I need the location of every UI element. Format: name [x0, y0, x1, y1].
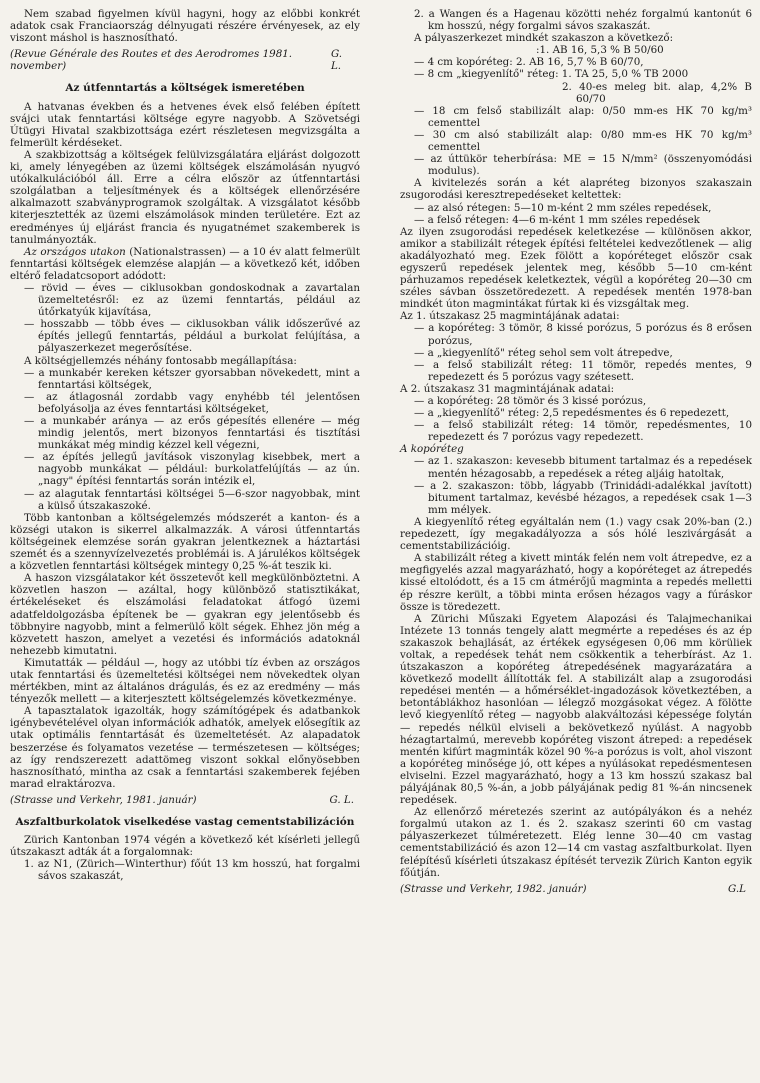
lead-phrase: Az országos utakon	[24, 245, 126, 258]
intro-source-text: (Revue Générale des Routes et des Aerodromes 1981. november)	[10, 48, 293, 73]
paragraph: A pályaszerkezet mindkét szakaszon a következő:	[414, 32, 674, 45]
article-signature: G. L.	[329, 793, 354, 806]
intro-source	[10, 48, 360, 72]
list-item: — a „kiegyenlítő" réteg: 2,5 repedésmentes és 6 repedezett,	[414, 407, 730, 420]
article-signature: G.L	[728, 882, 746, 895]
lead-phrase: A kopóréteg	[400, 443, 464, 456]
intro-paragraph: Nem szabad figyelmen kívül hagyni, hogy az előbbi konkrét adatok csak Franciaország délnyugati részére érvényesek, az ely viszont máshol is hasznosítható.	[10, 8, 360, 45]
list-item: — 18 cm felső stabilizált alap: 0/50 mm-es HK 70 kg/m³ cementtel	[414, 104, 752, 129]
list-item: — az építés jellegű javítások viszonylag kisebbek, mert a nagyobb munkákat — például: burkolatfelújítás — az ún. „nagy" építési fenntartás során intézik el,	[24, 451, 360, 488]
list-item: — a kopóréteg: 28 tömör és 3 kissé porózus,	[414, 395, 647, 407]
list-item: — a munkabér kereken kétszer gyorsabban növekedett, mint a fenntartási költségek,	[24, 366, 360, 391]
list-item: — a felső stabilizált réteg: 14 tömör, repedésmentes, 10 repedezett és 7 porózus vagy repedezett.	[414, 419, 752, 444]
list-item: — hosszabb — több éves — ciklusokban válik időszerűvé az építés jellegű fenntartás, például a burkolat felújítása, a pályaszerkezet megerősítése.	[24, 318, 360, 355]
list-item: — az alsó rétegen: 5—10 m-ként 2 mm széles repedések,	[414, 201, 712, 214]
paragraph: Zürich Kantonban 1974 végén a következő két kísérleti jellegű útszakaszt adták át a forgalomnak:	[10, 834, 360, 859]
intro-signature: G. L.	[330, 48, 343, 73]
list-item: — az alagutak fenntartási költségei 5—6-szor nagyobbak, mint a külső útszakaszoké.	[24, 487, 360, 512]
article-source-text: (Strasse und Verkehr, 1981. január)	[10, 793, 197, 806]
paragraph: Kimutatták — például —, hogy az utóbbi tíz évben az országos utak fenntartási és üzemeltetési költségei nem növekedtek olyan mértékben, mint az általános drágulás, és ez az eredmény — más tényezők mellett — a kiterjesztett költségelemzés következménye.	[10, 656, 360, 706]
list-item: — az 1. szakaszon: kevesebb bitument tartalmaz és a repedések mentén hézagosabb, a repedések a réteg aljáig hatoltak,	[414, 455, 752, 480]
right-column	[400, 8, 752, 895]
left-column	[10, 8, 360, 882]
paragraph: A haszon vizsgálatakor két összetevőt kell megkülönböztetni. A közvetlen haszon — azáltal, hogy különböző statisztikákat, értékeléseket és elszámolási feladatokat átfogó üzemi adatfeldolgozásba építenek be — gyakran egy jelentősebb és többnyire nagyobb, mint a felmerülő költ ségek. Ehhez jön még a közvetett haszon, amelyet a vezetési és információs adatoknál nehezebb kimutatni.	[10, 572, 360, 657]
article-source	[10, 794, 360, 806]
list-item: — rövid — éves — ciklusokban gondoskodnak a zavartalan üzemeltetésről: ez az üzemi fenntartás, például az útőrkatyúk kijavítása,	[24, 281, 360, 319]
numbered-item: 1. az N1, (Zürich—Winterthur) főút 13 km hosszú, hat forgalmi sávos szakaszát,	[24, 858, 360, 883]
paragraph-text: (Nationalstrassen) — a 10 év alatt felmerült fenntartási költségek elemzése alapján — a következő két, időben eltérő feladatcsoport adódott:	[10, 245, 360, 282]
list-item: — a „kiegyenlítő" réteg sehol sem volt átrepedve,	[414, 346, 673, 359]
paragraph: A tapasztalatok igazolták, hogy számítógépek és adatbankok igénybevételével olyan információk adhatók, amelyek elősegítik az utak optimális fenntartását és üzemeltetését. Az alapadatok beszerzése és folyamatos vezetése — természetesen — költséges; az így rendszerezett adattömeg viszont sokkal előnyösebben hasznosítható, mintha az csak a fenntartási szakemberek fejében marad elraktározva.	[10, 705, 360, 790]
list-item: :1. AB 16, 5,3 % B 50/60	[536, 44, 664, 57]
list-item: — 4 cm kopóréteg: 2. AB 16, 5,7 % B 60/70,	[414, 56, 644, 69]
paragraph: A kivitelezés során a két alapréteg bizonyos szakaszain zsugorodási keresztrepedéseket keltettek:	[400, 177, 752, 202]
paragraph: Több kantonban a költségelemzés módszerét a kanton- és a községi utakon is sikerrel alkalmazzák. A városi útfenntartás költségeinek elemzése során gyakran jelentkeznek a háztartási szemét és a szennyvízelvezetés problémái is. A járulékos költségek a közvetlen fenntartási költségek mintegy 0,25 %-át teszik ki.	[10, 511, 360, 573]
paragraph: A 2. útszakasz 31 magmintájának adatai:	[400, 382, 615, 395]
paragraph: A kiegyenlítő réteg egyáltalán nem (1.) vagy csak 20%-ban (2.) repedezett, így megakadályozza a sós hólé leszivárgását a cementstabilizációig.	[400, 515, 752, 553]
paragraph: A költségjellemzés néhány fontosabb megállapítása:	[24, 354, 297, 367]
list-item: — 8 cm „kiegyenlítő" réteg: 1. TA 25, 5,0 % TB 2000	[414, 68, 689, 81]
paragraph: A Zürichi Műszaki Egyetem Alapozási és Talajmechanikai Intézete 13 tonnás tengely alatt megmérte a repedéses és az ép szakaszok behajlását, az értékek egységesen 0,06 mm körüliek voltak, a repedések tehát nem csökkentik a teherbírást. Az 1. útszakaszon a kopóréteg átrepedésének magyarázatára a következő modellt állították fel. A stabilizált alap a zsugorodási repedései mentén — a hőmérséklet-ingadozások következtében, a betontáblákhoz hasonlóan — lélegző mozgásokat végez. A fölötte levő kiegyenlítő réteg — nagyobb alakváltozási képessége folytán — repedés nélkül elviseli a bekövetkező nyúlást. A nagyobb hézagtartalmú, merevebb kopóréteg viszont átreped: a repedések mentén kifúrt magminták közel 90 %-a porózus is volt, ahol viszont a kopóréteg minősége jó, ott képes a nyúlásokat repedésmentesen elviselni. Ezzel magyarázható, hogy a 13 km hosszú szakasz bal pályájának 80,5 %-án, a jobb pályájának pedig 81 %-án nincsenek repedések.	[400, 612, 752, 807]
article-title-maintenance: Az útfenntartás a költségek ismeretében	[65, 82, 305, 95]
paragraph: Az ilyen zsugorodási repedések keletkezése — különösen akkor, amikor a stabilizált rétegek építési feltételei kedvezőtlenek — alig akadályozható meg. Ezek fölött a kopóréteget először csak egyszerű repedések jelentek meg, később 5—10 cm-ként párhuzamos repedések keletkeztek, végül a kopóréteg 20—30 cm széles sávban összetöredezett. A repedések mentén 1978-ban mindkét úton magmintákat fúrtak ki és vizsgáltak meg.	[400, 225, 752, 311]
list-item: — az átlagosnál zordabb vagy enyhébb tél jelentősen befolyásolja az éves fenntartási költségeket,	[24, 390, 360, 415]
paragraph: Az ellenőrző méretezés szerint az autópályákon és a nehéz forgalmú utakon az 1. és 2. szakasz szerinti 60 cm vastag pályaszerkezet túlméretezett. Elég lenne 30—40 cm vastag cementstabilizáció és azon 12—14 cm vastag aszfaltburkolat. Ilyen felépítésű kísérleti útszakasz építését tervezik Zürich Kanton egyik főútján.	[400, 806, 752, 879]
paragraph: A stabilizált réteg a kivett minták felén nem volt átrepedve, ez a megfigyelés azzal magyarázható, hogy a kopóréteget az átrepedés kissé eltolódott, és a 15 cm átmérőjű magminta a repedés melletti ép részre került, a többi minta erősen hézagos vagy a fúráskor össze is töredezett.	[400, 552, 752, 613]
article-title-asphalt: Aszfaltburkolatok viselkedése vastag cementstabilizáción	[15, 816, 355, 828]
article-source	[400, 883, 752, 895]
list-item: — a munkabér aránya — az erős gépesítés ellenére — még mindig jelentős, mert bizonyos fenntartási és tisztítási munkákat még mindig kézzel kell végezni,	[24, 415, 360, 452]
list-item: — 30 cm alsó stabilizált alap: 0/80 mm-es HK 70 kg/m³ cementtel	[414, 128, 752, 154]
article-source-text: (Strasse und Verkehr, 1982. január)	[400, 882, 587, 895]
numbered-item: 2. a Wangen és a Hagenau közötti nehéz forgalmú kantonút 6 km hosszú, négy forgalmi sávos szakaszát.	[414, 8, 752, 33]
list-item: — a felső rétegen: 4—6 m-ként 1 mm széles repedések	[414, 213, 700, 226]
list-item: — az úttükör teherbírása: ME = 15 N/mm² (összenyomódási modulus).	[414, 153, 752, 178]
paragraph: A hatvanas években és a hetvenes évek első felében épített svájci utak fenntartási költsége egyre nagyobb. A Szövetségi Útügyi Hivatal szakbizottsága ezért részletesen megvizsgálta a felmerült kérdéseket.	[10, 100, 360, 149]
paragraph: A szakbizottság a költségek felülvizsgálatára eljárást dolgozott ki, amely lényegében az üzemi költségek elszámolásán nyugvó utókalkulációból áll. Erre a célra először az útfenntartási szolgálatban a teljesítmények és a költségek ellenőrzésére alkalmazott szabványprogramok szolgáltak. A vizsgálatot később kiterjesztették az üzemi elszámolások minden területére. Ezt az eredményes új eljárást francia és nyugatnémet szakemberek is tanulmányozták.	[10, 148, 360, 246]
list-item: 2. 40-es meleg bit. alap, 4,2% B 60/70	[562, 80, 752, 105]
list-item: — a kopóréteg: 3 tömör, 8 kissé porózus, 5 porózus és 8 erősen porózus,	[414, 322, 752, 347]
list-item: — a 2. szakaszon: több, lágyabb (Trinidádi-adalékkal javított) bitument tartalmaz, kevésbé hézagos, a repedések csak 1—3 mm mélyek.	[414, 479, 752, 516]
paragraph: Az 1. útszakasz 25 magmintájának adatai:	[400, 310, 620, 323]
list-item: — a felső stabilizált réteg: 11 tömör, repedés mentes, 9 repedezett és 5 porózus vagy szétesett.	[414, 358, 752, 383]
paragraph	[10, 246, 360, 282]
